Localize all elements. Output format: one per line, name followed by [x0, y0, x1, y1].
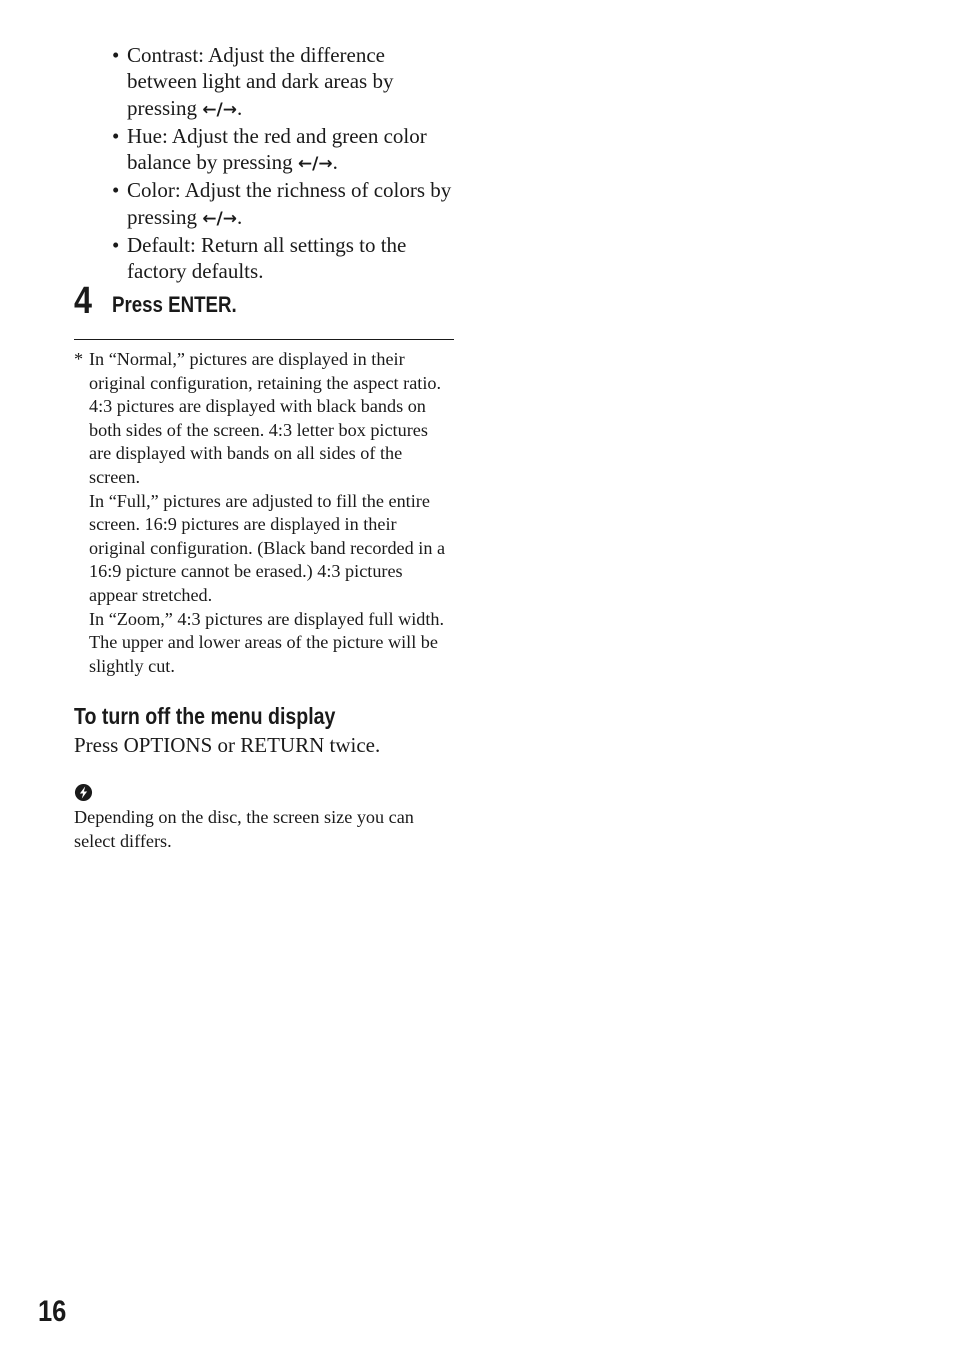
bullet-text: Contrast: Adjust the difference between light and dark areas by pressing [127, 43, 394, 120]
bullet-text: Default: Return all settings to the factory defaults. [127, 233, 407, 284]
footnote-paragraph-zoom: In “Zoom,” 4:3 pictures are displayed full width. The upper and lower areas of the picture will be slightly cut. [89, 608, 445, 676]
footnote [74, 348, 454, 678]
list-item [112, 123, 457, 178]
bullet-text: Hue: Adjust the red and green color balance by pressing [127, 123, 427, 175]
hint-text: Depending on the disc, the screen size you can select differs. [74, 807, 414, 851]
hint-icon [74, 783, 93, 802]
bullet-symbol: • [112, 123, 120, 148]
list-item [112, 42, 457, 123]
arrow-keys-icon: ←/→ [202, 99, 237, 120]
divider [74, 339, 454, 340]
arrow-keys-icon: ←/→ [297, 154, 333, 175]
bullet-suffix: . [236, 204, 243, 229]
bullet-text: Color: Adjust the richness of colors by pressing [127, 178, 452, 229]
page-number: 16 [38, 1295, 67, 1328]
footnote-paragraph-normal: In “Normal,” pictures are displayed in their original configuration, retaining the aspect ratio. 4:3 pictures are displayed with black bands on both sides of the screen. 4:3 letter box pictures are displayed with bands on all sides of the screen. [89, 349, 442, 487]
bullet-suffix: . [236, 95, 243, 120]
bullet-suffix: . [332, 150, 338, 175]
footnote-marker: * [74, 349, 84, 369]
step-number: 4 [74, 280, 92, 322]
bullet-list [112, 42, 457, 285]
arrow-keys-icon: ←/→ [202, 208, 237, 229]
footnote-paragraph-full: In “Full,” pictures are adjusted to fill the entire screen. 16:9 pictures are displayed in their original configuration. (Black band recorded in a 16:9 picture cannot be erased.) 4:3 pictures appear stretched. [89, 490, 446, 605]
bullet-symbol: • [112, 43, 120, 67]
section-heading: To turn off the menu display [74, 703, 336, 729]
list-item [112, 177, 457, 232]
section-text: Press OPTIONS or RETURN twice. [74, 733, 381, 757]
bullet-symbol: • [112, 178, 120, 203]
bullet-symbol: • [112, 233, 120, 258]
list-item [112, 232, 457, 285]
step-instruction: Press ENTER. [112, 292, 237, 317]
step-4 [74, 280, 454, 323]
